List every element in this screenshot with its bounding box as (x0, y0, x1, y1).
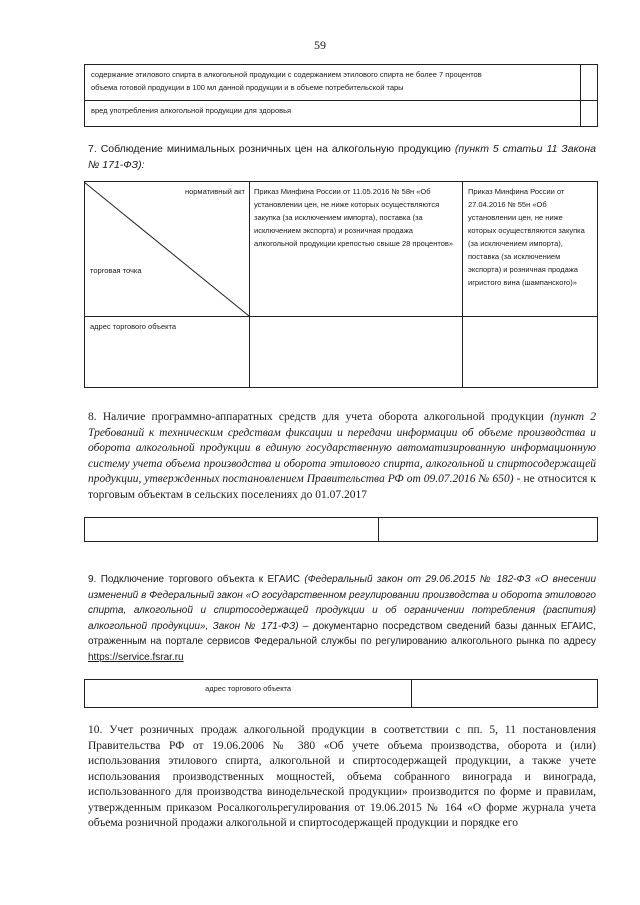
section-9-ref: (Федеральный закон от 29.06.2015 № 182-ФЗ «О внесении изменений в Федеральный закон «О государственном регулировании производства и оборота этилового спирта, алкогольной и спиртосодержащей продукции и об ограничении потребления (распития) алкогольной продукции», Закон № 171-ФЗ) (88, 574, 597, 632)
fsrar-link[interactable]: https://service.fsrar.ru (88, 651, 184, 663)
top-table-cell-mark[interactable] (581, 101, 598, 127)
page-number: 59 (314, 38, 326, 52)
table-9-cell-label (85, 680, 412, 708)
section-9-lead: 9. Подключение торгового объекта к ЕГАИС (88, 574, 305, 585)
section-7-text: 7. Соблюдение минимальных розничных цен на алкогольную продукцию (88, 143, 455, 155)
table-7-row-label: адрес торгового объекта (90, 322, 177, 331)
section-7-paragraph (88, 141, 596, 173)
table-8-cell-left[interactable] (85, 518, 379, 542)
top-table-row2: вред употребления алкогольной продукции для здоровья (91, 106, 292, 115)
table-7 (84, 181, 598, 388)
section-8-lead: 8. Наличие программно-аппаратных средств для учета оборота алкогольной продукции (88, 411, 551, 423)
table-7-header-bottom: торговая точка (90, 266, 142, 275)
section-8-paragraph (88, 410, 596, 503)
top-table-row1-line1: содержание этилового спирта в алкогольной продукции с содержанием этилового спирта не более 7 процентов (91, 70, 482, 79)
table-9 (84, 679, 598, 708)
table-7-col1-header: Приказ Минфина России от 11.05.2016 № 58н «Об установлении цен, не ниже которых осуществляются закупка (за исключением импорта), поставка (за исключением экспорта) и розничная продажа алкогольной продукции крепостью свыше 28 процентов» (254, 187, 454, 248)
table-7-cell-col1[interactable] (250, 317, 462, 387)
diagonal-divider (84, 182, 249, 316)
section-8-tail: - не относится к торговым объектам в сельских поселениях до 01.07.2017 (88, 473, 596, 501)
table-9-label: адрес торгового объекта (205, 684, 292, 693)
section-8-ref: (пункт 2 Требований к техническим средствам фиксации и передачи информации об объеме производства и оборота алкогольной продукции в единую государственную автоматизированную информационную систему учета объема производства и оборота этилового спирта, алкогольной и спиртосодержащей продукции, утвержденных постановлением Правительства РФ от 09.07.2016 № 650) (88, 411, 596, 485)
section-9-tail: – документарно посредством сведений базы данных ЕГАИС, отраженным на портале сервисов Федеральной службы по регулированию алкогольного рынка по адресу (88, 620, 596, 647)
section-10-paragraph: 10. Учет розничных продаж алкогольной продукции в соответствии с пп. 5, 11 постановления Правительства РФ от 19.06.2006 № 380 «Об учете объема производства, оборота и (или) использования этилового спирта, алкогольной и спиртосодержащей продукции, а также учете использования производственных мощностей, объема собранного винограда и винограда, использованного для производства винодельческой продукции» производится по форме и правилам, утвержденным приказом Росалкогольрегулирования от 19.06.2015 № 164 «О форме журнала учета объема розничной продажи алкогольной и спиртосодержащей продукции и порядке его (88, 724, 596, 829)
top-table-cell-content (85, 101, 581, 127)
top-table-row1-line2: объема готовой продукции в 100 мл данной продукции и в объеме потребительской тары (91, 83, 404, 92)
table-7-cell-col2[interactable] (463, 317, 597, 387)
table-9-cell-value[interactable] (412, 680, 598, 708)
top-table (84, 64, 598, 127)
section-7-ref: (пункт 5 статьи 11 Закона № 171-ФЗ): (88, 143, 597, 171)
table-7-col2-header: Приказ Минфина России от 27.04.2016 № 55н «Об установлении цен, не ниже которых осуществляются закупка (за исключением импорта), поставка (за исключением экспорта) и розничная продажа игристого вина (шампанского)» (468, 187, 585, 287)
table-8-cell-right[interactable] (379, 518, 598, 542)
top-table-cell-mark[interactable] (581, 65, 598, 101)
section-9-paragraph (88, 572, 596, 665)
top-table-cell-content (85, 65, 581, 101)
table-8 (84, 517, 598, 542)
table-7-header-top: нормативный акт (184, 187, 245, 196)
